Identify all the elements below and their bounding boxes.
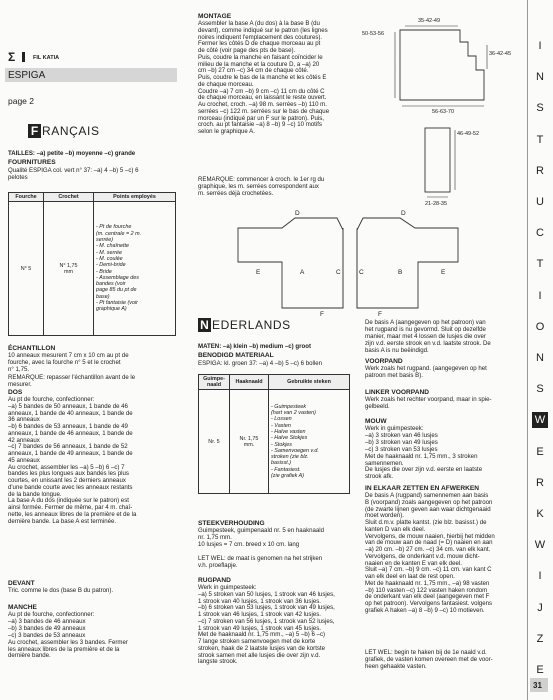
col-header: Haaknaald xyxy=(230,375,269,390)
sidebar-letter: R xyxy=(536,164,544,177)
sidebar-letter: N xyxy=(536,71,544,84)
list-item: - Lossen xyxy=(271,416,292,423)
label-a: A xyxy=(300,269,305,276)
list-item: - Fantasiest. (zie grafiek A) xyxy=(271,466,305,479)
devant-title: DEVANT xyxy=(8,580,35,587)
list-item: - M. coulée xyxy=(96,255,123,262)
sidebar-letter: U xyxy=(536,196,544,208)
label-f-left: F xyxy=(320,311,324,318)
dim-bottom-width: 56-63-70 xyxy=(432,109,455,115)
mouw-title: MOUW xyxy=(365,418,387,425)
steekverhouding-title: STEEKVERHOUDING xyxy=(198,520,265,527)
sidebar-letter: C xyxy=(536,227,544,240)
montage-title: MONTAGE xyxy=(198,13,232,20)
sidebar-letter: W xyxy=(534,539,546,552)
dim-sleeve-width: 21-28-35 xyxy=(425,201,448,207)
dim-top-width: 35-42-49 xyxy=(418,18,441,24)
label-e-right: E xyxy=(441,269,446,276)
brand-mark xyxy=(22,52,25,62)
sidebar-letter: J xyxy=(537,601,543,614)
list-item: - Halve vasten xyxy=(271,428,306,435)
sidebar-letter: I xyxy=(538,570,542,583)
dim-left-height: 50-53-56 xyxy=(362,31,385,37)
echantillon-title: ÉCHANTILLON xyxy=(8,345,56,352)
dim-sleeve-height: 46-49-52 xyxy=(457,131,480,137)
sidebar-letter: I xyxy=(538,40,542,52)
label-e-left: E xyxy=(256,269,261,276)
sidebar-letter: S xyxy=(536,102,544,115)
sidebar-divider xyxy=(527,0,528,700)
brand-logo: Σ xyxy=(8,50,16,64)
table-cell xyxy=(269,390,350,494)
sidebar-letter: I xyxy=(538,289,542,302)
steekverhouding-text: Guimpesteek, guimpenaald nr. 5 en haaknaald nr. 1,75 mm. 10 lusjes = 7 cm. breed x 10 cm. lang xyxy=(198,527,325,548)
manche-text: Au pt de fourche, confectionner: –a) 3 bandes de 46 anneaux –b) 3 bandes de 49 anneaux –c) 3 bandes de 53 anneaux Au crochet, assembler les 3 bandes. Fermer les anneaux libres de la première et de la dernière bande. xyxy=(8,611,128,660)
page-label: page 2 xyxy=(8,96,34,106)
manche-title: MANCHE xyxy=(8,604,37,611)
voorpand-title: VOORPAND xyxy=(365,358,403,365)
echantillon-text: 10 anneaux mesurent 7 cm x 10 cm au pt de fourche, avec la fourche n° 5 et le crochet n° 1,75. xyxy=(8,352,129,373)
sidebar-letter: E xyxy=(536,664,544,676)
list-item: - Pt de fourche (m. centrale = 2 m. serrée) xyxy=(96,224,142,244)
letwel-nl-2: LET WEL: begin te haken bij de 1e naald v.d. grafiek, de vasten komen overeen met de voor- heen gehaakte vasten. xyxy=(365,649,493,670)
sidebar-letter: S xyxy=(536,383,544,396)
materials-table-nl xyxy=(198,374,350,494)
sidebar-letter: T xyxy=(536,133,544,146)
sidebar-letter: O xyxy=(535,320,545,333)
table-cell: Nr. 5 xyxy=(199,390,230,494)
label-d-right: D xyxy=(401,210,406,217)
list-item: - Halve Stokjes xyxy=(271,435,308,442)
sidebar-letter: W xyxy=(532,412,548,428)
product-title: ESPIGA xyxy=(8,70,46,81)
sidebar-letter: E xyxy=(536,445,544,458)
benodigd-title: BENODIGD MATERIAAL xyxy=(198,352,274,359)
body-piece-outline xyxy=(400,30,484,100)
lang-initial: F xyxy=(28,124,41,138)
lang-heading-nederlands xyxy=(198,318,291,332)
lang-rest: RANÇAIS xyxy=(42,124,100,138)
dos-text: Au pt de fourche, confectionner: –a) 5 bandes de 50 anneaux, 1 bande de 46 anneaux, 1 bande de 40 anneaux, 1 bande de 36 anneaux –b) 6 bandes de 53 anneaux, 1 bande de 49 anneaux, 1 bande de 46 anneaux, 1 bande de 42 anneaux –c) 7 bandes de 56 anneaux, 1 bande de 52 anneaux, 1 bande de 49 anneaux, 1 bande de 45 anneaux Au crochet, assembler les –a) 5 –b) 6 –c) 7 bandes les plus longues aux bandes les plus courtes, en unissant les 2 derniers anneaux d'une bande courte avec les anneaux restants de la bande longue. La base A du dos (indiquée sur le patron) est ainsi formée. Fermer de même, par 4 m. chaî- nette, les anneaux libres de la première et de la dernière bande. La base A est terminée. xyxy=(8,396,137,525)
maten: MATEN: –a) klein –b) medium –c) groot xyxy=(198,343,311,350)
fournitures-title: FOURNITURES xyxy=(8,159,56,166)
nl-intro: De basis A (aangegeven op het patroon) van het rugpand is nu gevormd. Sluit op dezelfde manier, maar met 4 lossen de lusjes die over zijn v.d. eerste strook en v.d. laatste strook. De basis A is nu beëindigd. xyxy=(365,319,491,354)
label-f-right: F xyxy=(378,311,382,318)
list-item: - Guimpesteek (hart van 2 vasten) xyxy=(271,403,316,417)
remarque-fr: REMARQUE: repasser l'échantillon avant de le mesurer. xyxy=(8,374,136,388)
lang-heading-francais xyxy=(28,124,100,138)
col-header: Crochet xyxy=(44,193,94,202)
linker-text: Werk zoals het rechter voorpand, maar in spie- gelbeeld. xyxy=(365,396,492,410)
sidebar-letter: N xyxy=(536,352,544,364)
col-header: Guimpe- naald xyxy=(199,375,230,390)
rugpand-title: RUGPAND xyxy=(198,577,231,584)
montage-remarque: REMARQUE: commencer à croch. le 1er rg du graphique, les m. serrées correspondent aux m. serrées déjà crochetées. xyxy=(198,176,325,197)
voorpand-text: Werk zoals het rugpand. (aangegeven op het patroon met basis B). xyxy=(365,365,487,379)
sidebar-letter: Z xyxy=(536,632,544,645)
list-item: - Bride xyxy=(96,268,112,275)
dos-title: DOS xyxy=(8,389,23,396)
list-item: - Assemblage des bandes (voir page 85 du pt de base) xyxy=(96,274,139,300)
rugpand-text: Werk in guimpesteek: –a) 5 stroken van 50 lusjes, 1 strook van 46 lusjes, 1 strook van 40 lusjes, 1 strook van 36 lusjes. –b) 6 stroken van 53 lusjes, 1 strook van 49 lusjes, 1 strook van 46 lusjes, 1 strook van 42 lusjes. –c) 7 stroken van 56 lusjes, 1 strook van 52 lusjes, 1 strook van 49 lusjes, 1 strook van 45 lusjes. Met de haaknaald nr. 1,75 mm., –a) 5 –b) 6 –c) 7 lange stroken samenvoegen met de korte stroken, haak de 2 laatste lusjes van de kortste strook samen met alle lusjes die over zijn v.d. langste strook. xyxy=(198,584,335,666)
mouw-text: Werk in guimpesteek: –a) 3 stroken van 46 lusjes –b) 3 stroken van 49 lusjes –c) 3 stroken van 53 lusjes Met de haaknaald nr. 1,75 mm., 3 stroken samennemen. De lusjes die over zijn v.d. eerste en laatste strook afk. xyxy=(365,425,483,481)
sidebar-letter: T xyxy=(536,258,544,271)
list-item: - Stokjes xyxy=(271,441,292,448)
label-d-left: D xyxy=(295,210,300,217)
fournitures-text: Qualité ESPIGA col. vert n° 37: –a) 4 –b) 5 –c) 6 pelotes xyxy=(8,167,139,181)
col-header: Points employés xyxy=(94,193,176,202)
list-item: - M. chaînette xyxy=(96,243,129,250)
letwel-nl: LET WEL: de maat is genomen na het strijken v.h. proeflapje. xyxy=(198,555,323,569)
table-cell: Nr. 1,75 mm. xyxy=(230,390,269,494)
lang-initial: N xyxy=(198,318,211,332)
montage-text: Assembler la base A (du dos) à la base B (du devant), comme indiqué sur le patron (les lignes noires indiquent l'emplacement des coutures). Fermer les côtés D de chaque morceau au pt de côté (voir page des pts de base). Puis, coudre la manche en faisant coïncider le milieu de la manche et la couture D, a –a) 20 cm –b) 27 cm –c) 34 cm de chaque côté. Puis, coudre le bas de la manche et les côtés E de chaque morceau. Coudre –a) 7 cm –b) 9 cm –c) 11 cm du côté C de chaque morceau, en laissant le reste ouvert. Au crochet, croch. –a) 98 m. serrées –b) 110 m. serrées –c) 122 m. serrées sur le bas de chaque morceau (indiqué par un F sur le patron). Puis, croch. au pt fantaisie –a) 8 –b) 9 –c) 10 motifs selon le graphique A. xyxy=(198,20,330,135)
page-number: 31 xyxy=(533,681,542,690)
list-item: - Vasten xyxy=(271,422,291,429)
materials-table-fr xyxy=(8,192,176,336)
label-c-left: C xyxy=(336,269,341,276)
inelkaar-title: IN ELKAAR ZETTEN EN AFWERKEN xyxy=(365,485,480,492)
garment-right-outline xyxy=(357,218,458,308)
lang-rest: EDERLANDS xyxy=(212,318,291,332)
list-item: - Pt fantaisie (voir graphique A) xyxy=(96,299,138,313)
label-b: B xyxy=(398,269,403,276)
list-item: - Demi-bride xyxy=(96,262,126,269)
table-cell: N° 5 xyxy=(9,202,44,336)
linker-title: LINKER VOORPAND xyxy=(365,389,429,396)
tailles: TAILLES: –a) petite –b) moyenne –c) grande xyxy=(8,150,136,157)
col-header: Gebruikte steken xyxy=(269,375,350,390)
sidebar-letter: K xyxy=(536,508,544,520)
garment-left-outline xyxy=(238,218,343,308)
col-header: Fourche xyxy=(9,193,44,202)
sidebar-letter: R xyxy=(536,476,544,489)
table-cell: N° 1,75 mm xyxy=(44,202,94,336)
table-cell xyxy=(94,202,176,336)
list-item: - Samenvoegen v.d. stroken (zie blz. basisst.) xyxy=(271,447,319,467)
label-c-right: C xyxy=(359,269,364,276)
devant-text: Tric. comme le dos (base B du patron). xyxy=(8,587,114,594)
brand-name: FIL KATIA xyxy=(33,55,60,61)
dim-right-height: 36-42-45 xyxy=(489,51,512,57)
inelkaar-text: De basis A (rugpand) samennemen aan basis B (voorpand) zoals aangegeven op het patroon (de zwarte lijnen geven aan waar dichtgenaaid moet worden). Sluit d.m.v. platte kantst. (zie blz. basisst.) de kanten D van elk deel. Vervolgens, de mouw naaien, hierbij het midden van de mouw aan de naad (= D) naaien en aan –a) 20 cm. –b) 27 cm. –c) 34 cm. van elk kant. Vervolgens, de onderkant v.d. mouw dicht- naaien en de kanten E van elk deel. Sluit –a) 7 cm. –b) 9 cm. –c) 11 cm. van kant C van elk deel en laat de rest open. Met de haaknaald nr. 1,75 mm., –a) 98 vasten –b) 110 vasten –c) 122 vasten haken rondom de onderkant van elk deel (aangegeven met F op het patroon). Vervolgens fantasiest. volgens grafiek A haken –a) 8 –b) 9 –c) 10 motieven. xyxy=(365,492,495,614)
sleeve-outline xyxy=(425,128,450,192)
benodigd-text: ESPIGA: kl. groen 37: –a) 4 –b) 5 –c) 6 bollen xyxy=(198,360,322,367)
list-item: - M. serrée xyxy=(96,249,123,256)
